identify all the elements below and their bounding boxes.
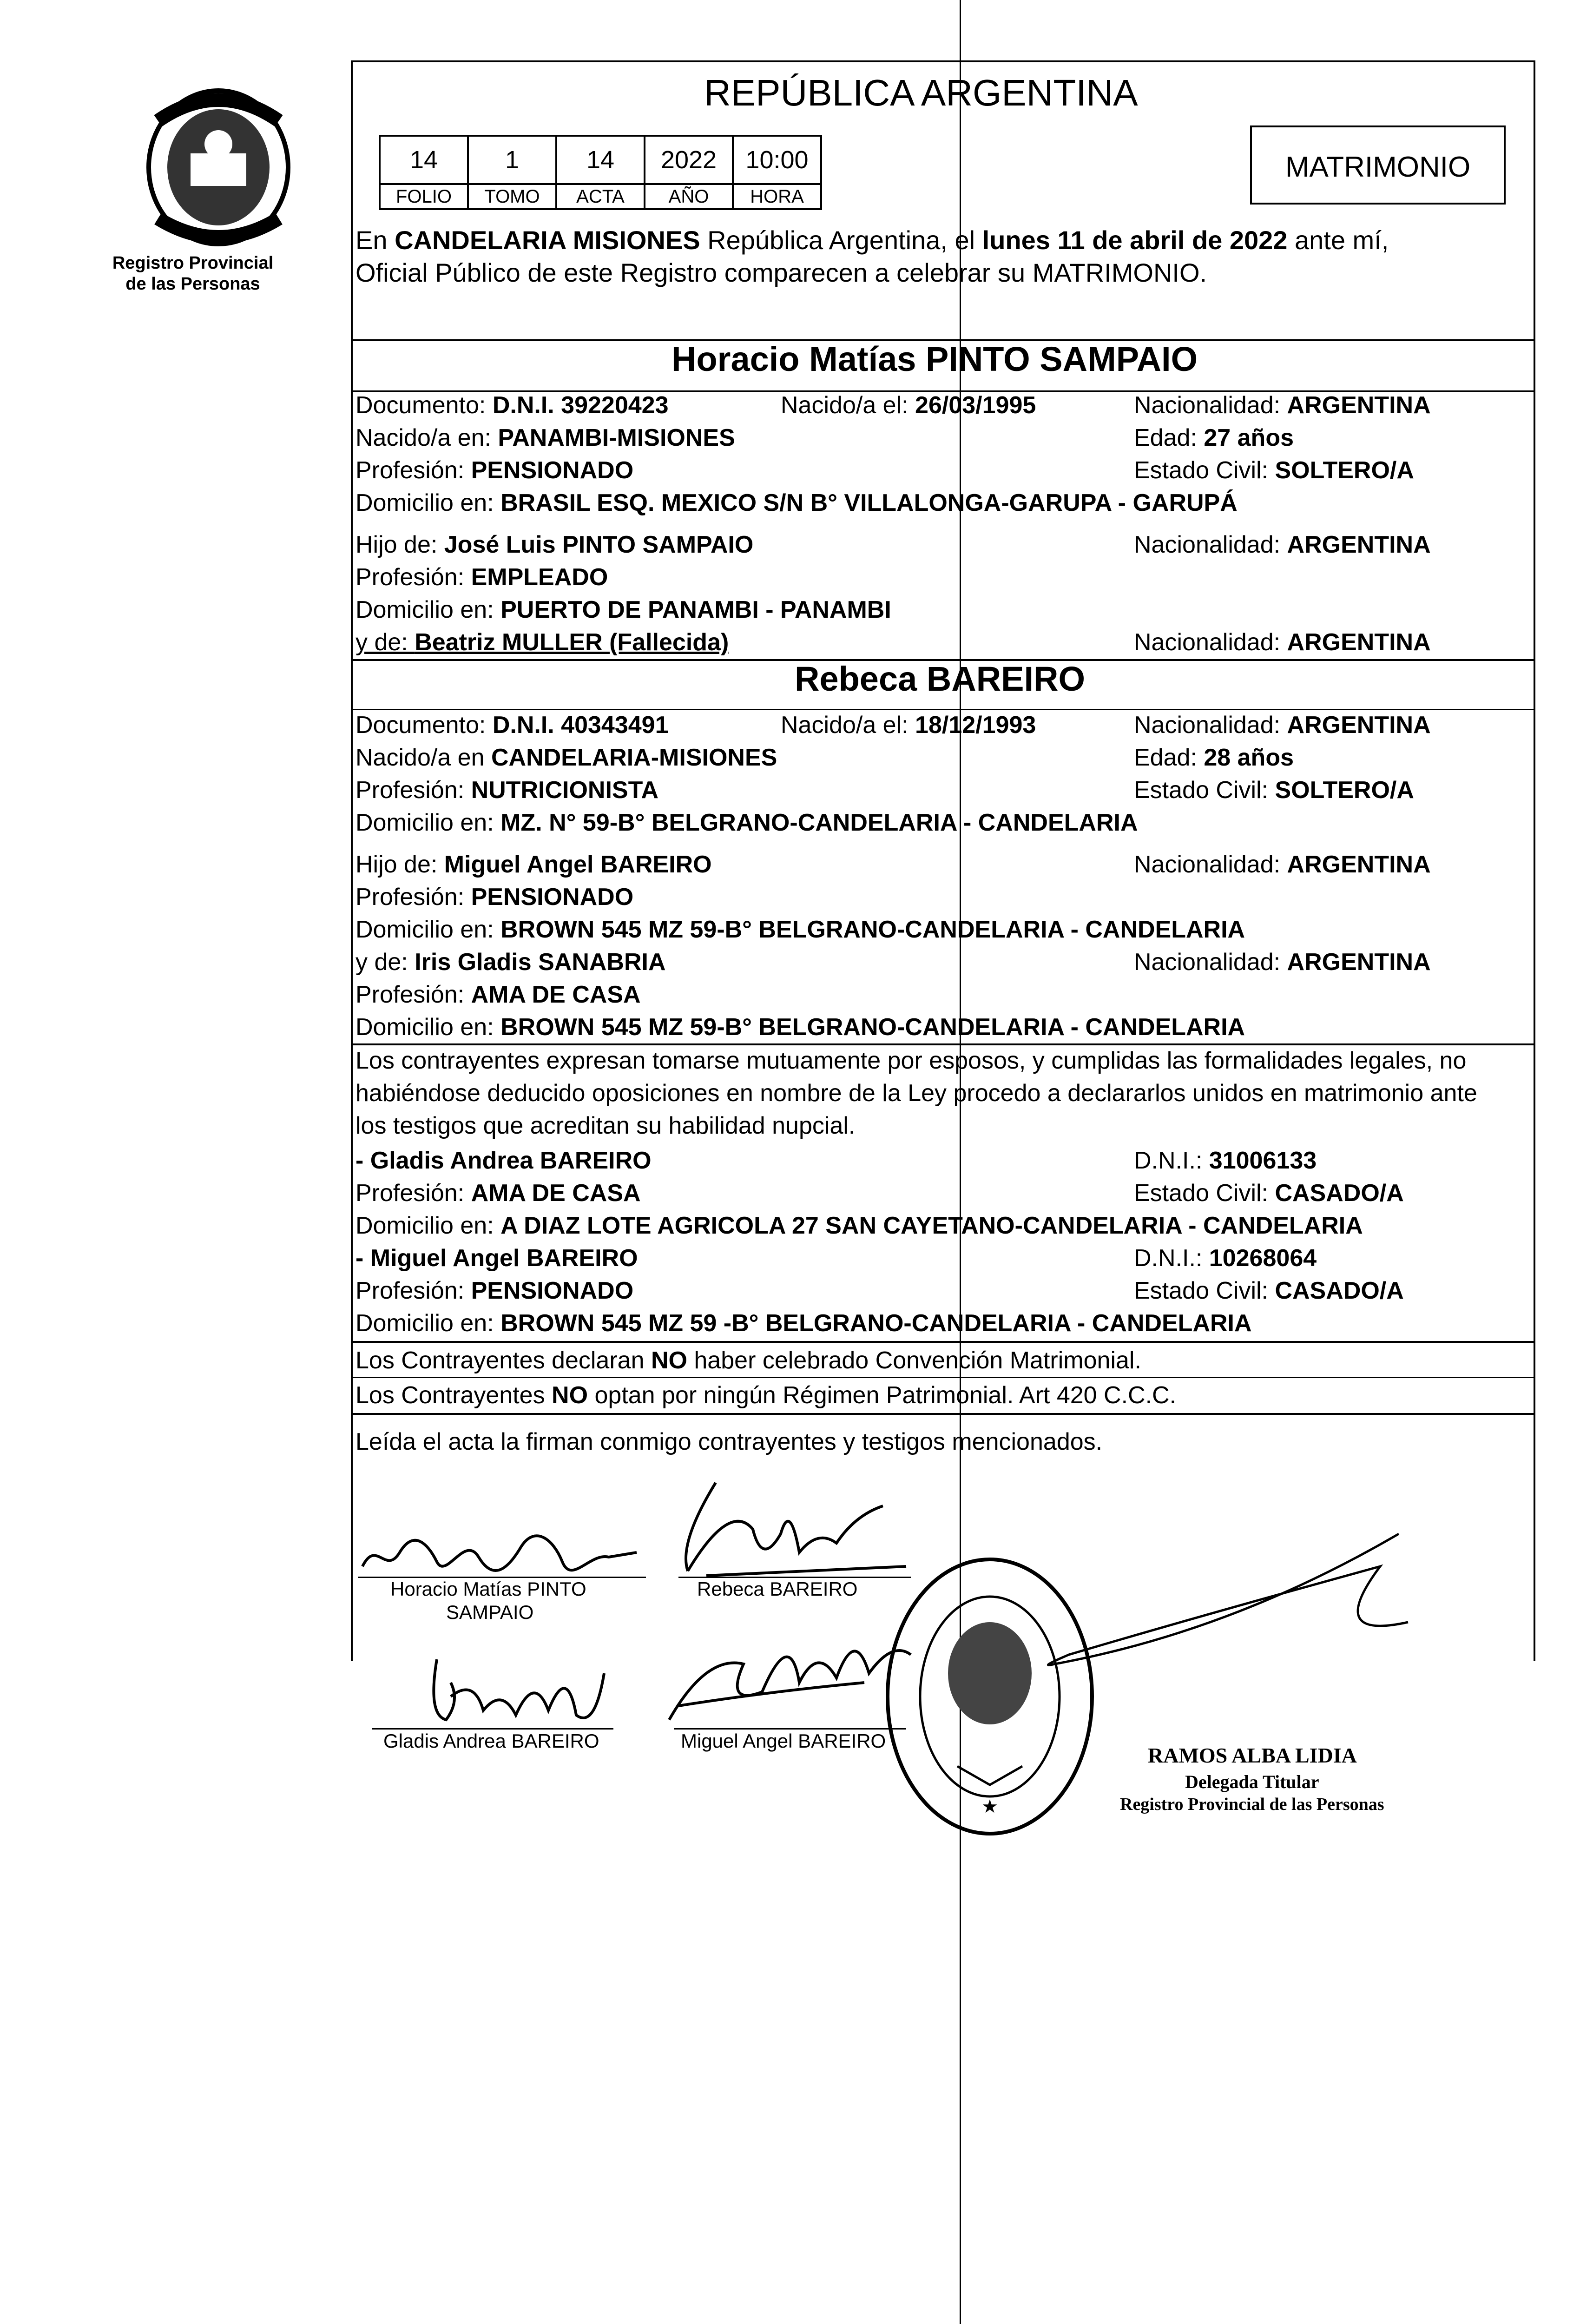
divider-conventions [351, 1341, 1534, 1343]
witness2-name: - Miguel Angel BAREIRO [356, 1245, 638, 1272]
declaration-line-1: Los contrayentes expresan tomarse mutuamente por esposos, y cumplidas las formalidades legales, no [356, 1047, 1467, 1074]
hora-label: HORA [733, 184, 821, 209]
groom-addr: BRASIL ESQ. MEXICO S/N B° VILLALONGA-GARUPA - GARUPÁ [500, 489, 1238, 516]
groom-prof-label: Profesión: [356, 457, 471, 484]
groom-birthplace-value: PANAMBI-MISIONES [498, 424, 735, 451]
groom-signature [358, 1525, 646, 1585]
groom-father-nat-label: Nacionalidad: [1134, 531, 1287, 558]
groom-address [356, 488, 1238, 518]
bride-mother [356, 947, 666, 977]
witness2-sign-line [674, 1728, 906, 1730]
emblem-icon [139, 84, 297, 251]
official-signature [999, 1511, 1417, 1720]
witness1-civil-status [1134, 1178, 1404, 1208]
convention-2c: optan por ningún Régimen Patrimonial. Art 420 C.C.C. [588, 1382, 1177, 1409]
convention-1a: Los Contrayentes declaran [356, 1347, 651, 1374]
groom-addr-label: Domicilio en: [356, 489, 501, 516]
folio-value: 14 [380, 136, 468, 184]
witness1-sign-line [372, 1728, 613, 1730]
bride-father-name: Miguel Angel BAREIRO [444, 851, 712, 878]
witness1-civil-label: Estado Civil: [1134, 1180, 1275, 1207]
bride-born: 18/12/1993 [915, 712, 1036, 739]
witness2-sign-label: Miguel Angel BAREIRO [681, 1730, 886, 1752]
groom-nat-label: Nacionalidad: [1134, 392, 1287, 419]
witness1-signature [381, 1645, 623, 1734]
groom-sign-label-2: SAMPAIO [446, 1601, 534, 1623]
bride-mother-addr: BROWN 545 MZ 59-B° BELGRANO-CANDELARIA - CANDELARIA [500, 1014, 1245, 1041]
bride-mother-nat-label: Nacionalidad: [1134, 949, 1287, 976]
groom-father-nat: ARGENTINA [1287, 531, 1431, 558]
acta-label: ACTA [556, 184, 645, 209]
groom-father-prof-label: Profesión: [356, 564, 471, 591]
groom-age-value: 27 años [1204, 424, 1294, 451]
groom-document [356, 390, 669, 420]
declaration-line-2: habiéndose deducido oposiciones en nombre de la Ley procedo a declararlos unidos en matrimonio ante [356, 1080, 1477, 1107]
bride-birthplace [356, 743, 777, 772]
anio-label: AÑO [645, 184, 733, 209]
bride-document [356, 710, 669, 740]
witness1-addr-label: Domicilio en: [356, 1212, 501, 1239]
witness2-prof-label: Profesión: [356, 1277, 471, 1304]
groom-mother-nat: ARGENTINA [1287, 629, 1431, 656]
emblem-label-2: de las Personas [125, 274, 260, 294]
groom-father-name: José Luis PINTO SAMPAIO [444, 531, 754, 558]
bride-mother-address [356, 1012, 1245, 1042]
bride-prof-label: Profesión: [356, 777, 471, 804]
witness2-addr: BROWN 545 MZ 59 -B° BELGRANO-CANDELARIA - CANDELARIA [500, 1310, 1252, 1337]
bride-mother-nat: ARGENTINA [1287, 949, 1431, 976]
convention-1b: NO [651, 1347, 687, 1374]
witness2-addr-label: Domicilio en: [356, 1310, 501, 1337]
witness2-dni-label: D.N.I.: [1134, 1245, 1209, 1272]
bride-nationality [1134, 710, 1431, 740]
bride-birthplace-value: CANDELARIA-MISIONES [491, 744, 777, 771]
groom-mother-nationality [1134, 627, 1431, 657]
witness1-addr: A DIAZ LOTE AGRICOLA 27 SAN CAYETANO-CANDELARIA - CANDELARIA [500, 1212, 1363, 1239]
bride-profession [356, 775, 658, 805]
official-org: Registro Provincial de las Personas [1120, 1795, 1384, 1814]
groom-age-label: Edad: [1134, 424, 1204, 451]
groom-nat: ARGENTINA [1287, 392, 1431, 419]
anio-value: 2022 [645, 136, 733, 184]
groom-birthdate [781, 390, 1036, 420]
province-emblem [139, 84, 297, 251]
divider-closing [351, 1413, 1534, 1415]
groom-father-label: Hijo de: [356, 531, 444, 558]
bride-birthdate [781, 710, 1036, 740]
groom-father-addr-label: Domicilio en: [356, 596, 501, 623]
groom-civil: SOLTERO/A [1275, 457, 1414, 484]
bride-father-nat-label: Nacionalidad: [1134, 851, 1287, 878]
groom-mother [356, 627, 729, 657]
witness2-profession [356, 1276, 633, 1306]
bride-father-addr-label: Domicilio en: [356, 916, 501, 943]
bride-nat: ARGENTINA [1287, 712, 1431, 739]
groom-father-addr: PUERTO DE PANAMBI - PANAMBI [500, 596, 891, 623]
groom-birthplace [356, 423, 735, 453]
bride-father-address [356, 915, 1245, 944]
bride-doc: D.N.I. 40343491 [492, 712, 669, 739]
witness2-civil: CASADO/A [1275, 1277, 1404, 1304]
intro-text-a: En [356, 225, 395, 255]
witness1-dni [1134, 1146, 1317, 1175]
bride-mother-nationality [1134, 947, 1431, 977]
bride-civil-status [1134, 775, 1414, 805]
bride-mother-addr-label: Domicilio en: [356, 1014, 501, 1041]
groom-born-label: Nacido/a el: [781, 392, 915, 419]
bride-father-nat: ARGENTINA [1287, 851, 1431, 878]
groom-mother-name: Beatriz MULLER (Fallecida) [415, 629, 729, 656]
divider-convention-2 [351, 1377, 1534, 1378]
bride-father-label: Hijo de: [356, 851, 444, 878]
groom-mother-nat-label: Nacionalidad: [1134, 629, 1287, 656]
witness2-dni-value: 10268064 [1209, 1245, 1317, 1272]
intro-line-2: Oficial Público de este Registro comparecen a celebrar su MATRIMONIO. [356, 258, 1207, 287]
groom-sign-label-1: Horacio Matías PINTO [390, 1578, 586, 1600]
groom-father [356, 530, 753, 560]
bride-name: Rebeca BAREIRO [795, 660, 1086, 698]
bride-mother-prof-label: Profesión: [356, 981, 471, 1008]
bride-father [356, 850, 712, 879]
witness2-prof: PENSIONADO [471, 1277, 634, 1304]
groom-name: Horacio Matías PINTO SAMPAIO [672, 340, 1198, 378]
bride-sign-label: Rebeca BAREIRO [697, 1578, 858, 1600]
hora-value: 10:00 [733, 136, 821, 184]
declaration-line-3: los testigos que acreditan su habilidad nupcial. [356, 1112, 856, 1139]
bride-address [356, 808, 1138, 838]
bride-addr: MZ. N° 59-B° BELGRANO-CANDELARIA - CANDELARIA [500, 809, 1138, 836]
bride-civil: SOLTERO/A [1275, 777, 1414, 804]
witness1-civil: CASADO/A [1275, 1180, 1404, 1207]
bride-father-prof: PENSIONADO [471, 884, 634, 911]
closing-text: Leída el acta la firman conmigo contrayentes y testigos mencionados. [356, 1428, 1103, 1455]
emblem-label-1: Registro Provincial [112, 253, 274, 273]
convention-2b: NO [552, 1382, 588, 1409]
witness1-dni-label: D.N.I.: [1134, 1147, 1209, 1174]
witness1-prof-label: Profesión: [356, 1180, 471, 1207]
witness1-name: - Gladis Andrea BAREIRO [356, 1147, 652, 1174]
bride-addr-label: Domicilio en: [356, 809, 501, 836]
bride-civil-label: Estado Civil: [1134, 777, 1275, 804]
intro-place: CANDELARIA MISIONES [395, 225, 700, 255]
witness1-address [356, 1211, 1363, 1241]
groom-father-prof: EMPLEADO [471, 564, 608, 591]
bride-born-label: Nacido/a el: [781, 712, 915, 739]
convention-1c: haber celebrado Convención Matrimonial. [687, 1347, 1141, 1374]
bride-mother-prof: AMA DE CASA [471, 981, 641, 1008]
bride-father-profession [356, 882, 633, 912]
witness2-civil-status [1134, 1276, 1404, 1306]
folio-label: FOLIO [380, 184, 468, 209]
groom-father-nationality [1134, 530, 1431, 560]
convention-line-1 [356, 1346, 1141, 1375]
bride-mother-name: Iris Gladis SANABRIA [415, 949, 666, 976]
official-role: Delegada Titular [1185, 1771, 1319, 1792]
groom-doc-label: Documento: [356, 392, 493, 419]
groom-age [1134, 423, 1294, 453]
groom-mother-label: y de: [356, 629, 415, 656]
convention-line-2 [356, 1380, 1176, 1410]
intro-date: lunes 11 de abril de 2022 [982, 225, 1288, 255]
page-title: REPÚBLICA ARGENTINA [704, 72, 1138, 113]
intro-text-e: ante mí, [1287, 225, 1389, 255]
groom-father-address [356, 595, 891, 625]
intro-line-1 [356, 225, 1389, 255]
bride-father-prof-label: Profesión: [356, 884, 471, 911]
bride-mother-label: y de: [356, 949, 415, 976]
bride-mother-profession [356, 980, 641, 1010]
witness2-dni [1134, 1243, 1317, 1273]
bride-signature [660, 1473, 920, 1585]
bride-age-label: Edad: [1134, 744, 1204, 771]
witness1-dni-value: 31006133 [1209, 1147, 1317, 1174]
witness2-signature [651, 1599, 920, 1738]
registry-table [379, 135, 822, 210]
witness1-profession [356, 1178, 641, 1208]
divider-declaration [351, 1043, 1534, 1045]
groom-prof: PENSIONADO [471, 457, 634, 484]
witness1-prof: AMA DE CASA [471, 1180, 641, 1207]
official-name: RAMOS ALBA LIDIA [1148, 1743, 1357, 1767]
bride-prof: NUTRICIONISTA [471, 777, 659, 804]
tomo-label: TOMO [468, 184, 556, 209]
witness2-civil-label: Estado Civil: [1134, 1277, 1275, 1304]
bride-age [1134, 743, 1294, 772]
doc-type-box [1250, 125, 1506, 205]
bride-father-addr: BROWN 545 MZ 59-B° BELGRANO-CANDELARIA - CANDELARIA [500, 916, 1245, 943]
groom-father-profession [356, 562, 608, 592]
bride-father-nationality [1134, 850, 1431, 879]
groom-doc: D.N.I. 39220423 [492, 392, 669, 419]
convention-2a: Los Contrayentes [356, 1382, 552, 1409]
intro-text-c: República Argentina, el [700, 225, 982, 255]
bride-birthplace-label: Nacido/a en [356, 744, 491, 771]
acta-value: 14 [556, 136, 645, 184]
tomo-value: 1 [468, 136, 556, 184]
bride-doc-label: Documento: [356, 712, 493, 739]
bride-age-value: 28 años [1204, 744, 1294, 771]
groom-civil-status [1134, 456, 1414, 485]
witness2-address [356, 1308, 1252, 1338]
groom-birthplace-label: Nacido/a en: [356, 424, 498, 451]
groom-nationality [1134, 390, 1431, 420]
groom-civil-label: Estado Civil: [1134, 457, 1275, 484]
groom-profession [356, 456, 633, 485]
svg-text:★: ★ [981, 1796, 998, 1817]
groom-born: 26/03/1995 [915, 392, 1036, 419]
witness1-sign-label: Gladis Andrea BAREIRO [383, 1730, 599, 1752]
doc-type-label: MATRIMONIO [1285, 151, 1471, 183]
bride-nat-label: Nacionalidad: [1134, 712, 1287, 739]
